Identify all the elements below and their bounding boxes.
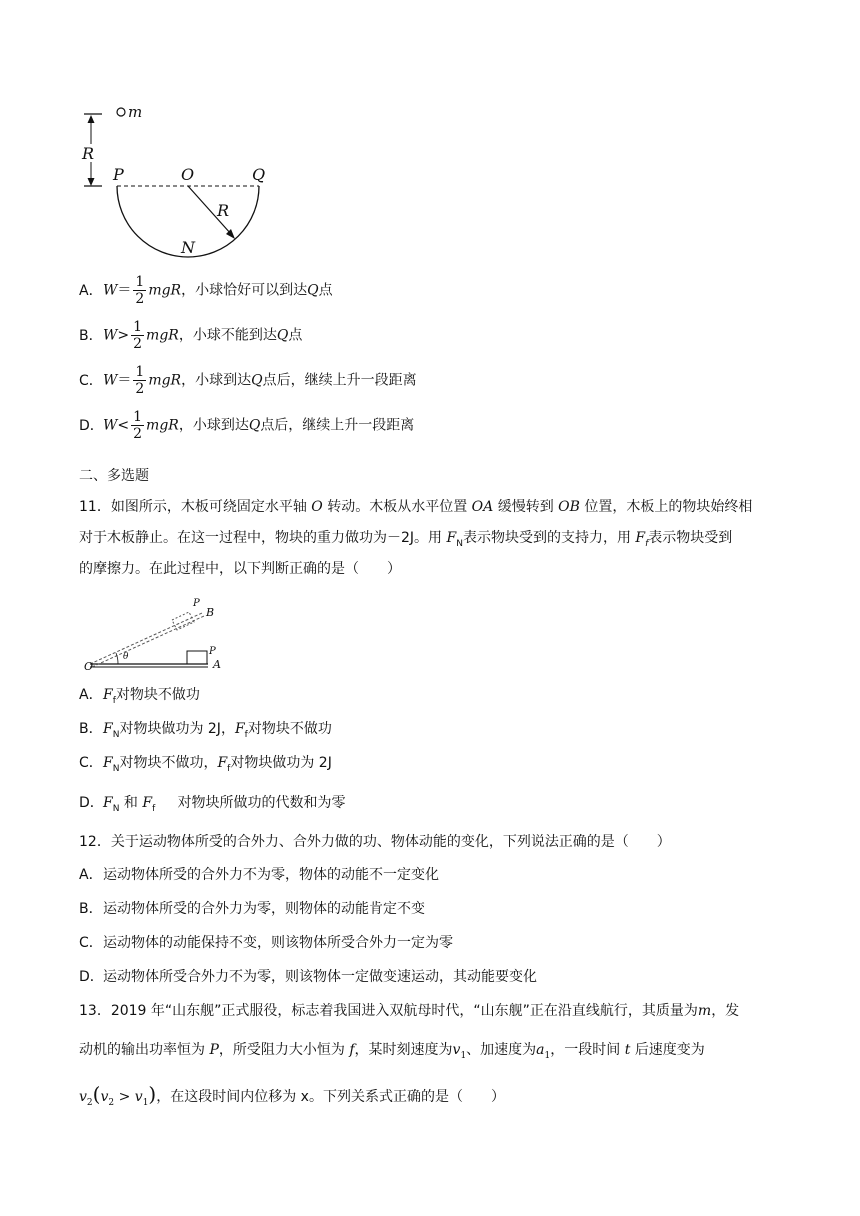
- fig2-label-b: B: [206, 606, 215, 619]
- q11-stem-line-3: 的摩擦力。在此过程中，以下判断正确的是（ ）: [79, 561, 401, 577]
- q11-stem-line-2: 对于木板静止。在这一过程中，物块的重力做功为－2J。用 $F_N$表示物块受到的支持力，用 $F_f$表示物块受到: [79, 530, 733, 549]
- fig2-label-o: O: [84, 660, 94, 673]
- q12-option-a[interactable]: A．运动物体所受的合外力不为零，物体的动能不一定变化: [79, 867, 439, 883]
- section-title-multiple-choice: 二、多选题: [79, 468, 149, 484]
- fraction-one-half: $\frac{1}{2}$: [135, 364, 145, 397]
- semicircle-track-figure: [76, 100, 276, 260]
- fig1-label-q: Q: [252, 165, 266, 184]
- fig1-label-o: O: [181, 165, 195, 184]
- fraction-one-half: $\frac{1}{2}$: [133, 319, 143, 352]
- fig1-label-n: N: [181, 238, 195, 257]
- q10-option-d[interactable]: D．W< $\frac{1}{2}$ mgR，小球到达Q点后，继续上升一段距离: [79, 409, 415, 442]
- q13-stem-line-1: 13．2019 年“山东舰”正式服役，标志着我国进入双航母时代，“山东舰”正在沿直线航行，其质量为m，发: [79, 1003, 740, 1019]
- fig2-label-theta: θ: [123, 652, 129, 662]
- q11-option-d[interactable]: D．$F_N$ 和 $F_f$ 对物块所做功的代数和为零: [79, 795, 346, 814]
- fraction-one-half: $\frac{1}{2}$: [135, 274, 145, 307]
- fig1-label-m: m: [128, 103, 143, 121]
- fig1-label-r-radius: R: [217, 201, 230, 220]
- q11-option-b[interactable]: B．$F_N$对物块做功为 2J，$F_f$对物块不做功: [79, 721, 332, 740]
- fig2-label-p-bottom: P: [209, 646, 216, 657]
- fig1-label-r-height: R: [82, 144, 95, 163]
- q11-option-a[interactable]: A．$F_f$对物块不做功: [79, 687, 200, 706]
- q11-option-c[interactable]: C．$F_N$对物块不做功，$F_f$对物块做功为 2J: [79, 755, 332, 774]
- q13-stem-line-2: 动机的输出功率恒为 P，所受阻力大小恒为 f，某时刻速度为$v_1$、加速度为$a_1$，一段时间 t 后速度变为: [79, 1042, 705, 1061]
- q10-option-c[interactable]: C．W＝ $\frac{1}{2}$ mgR，小球到达Q点后，继续上升一段距离: [79, 364, 417, 397]
- fig1-label-p: P: [113, 165, 124, 184]
- q12-option-b[interactable]: B．运动物体所受的合外力为零，则物体的动能肯定不变: [79, 901, 425, 917]
- fig2-label-p-top: P: [193, 598, 200, 609]
- q10-option-a[interactable]: A．W＝ $\frac{1}{2}$ mgR，小球恰好可以到达Q点: [79, 274, 333, 307]
- q13-stem-line-3: $v_2(v_2 > v_1)$，在这段时间内位移为 x。下列关系式正确的是（ ）: [79, 1082, 505, 1108]
- q10-option-b[interactable]: B．W> $\frac{1}{2}$ mgR，小球不能到达Q点: [79, 319, 303, 352]
- q11-stem-line-1: 11．如图所示，木板可绕固定水平轴 O 转动。木板从水平位置 OA 缓慢转到 OB 位置，木板上的物块始终相: [79, 499, 753, 515]
- q12-stem: 12．关于运动物体所受的合外力、合外力做的功、物体动能的变化，下列说法正确的是（ ）: [79, 834, 671, 850]
- q12-option-c[interactable]: C．运动物体的动能保持不变，则该物体所受合外力一定为零: [79, 935, 453, 951]
- fraction-one-half: $\frac{1}{2}$: [133, 409, 143, 442]
- q12-option-d[interactable]: D．运动物体所受合外力不为零，则该物体一定做变速运动，其动能要变化: [79, 969, 537, 985]
- fig2-label-a: A: [213, 658, 221, 671]
